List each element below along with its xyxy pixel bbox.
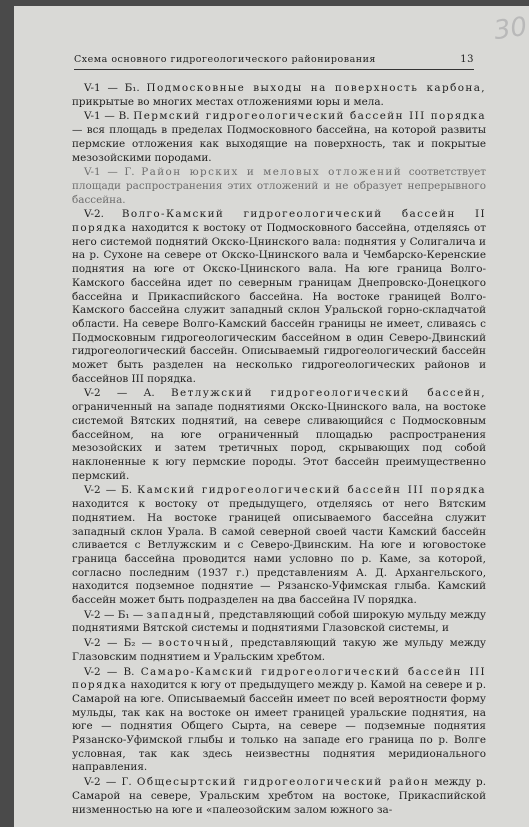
paragraph: [72, 637, 486, 664]
paragraph: [72, 666, 486, 776]
paragraph-text: прикрытые во многих местах отложениями юры и мела.: [72, 95, 384, 108]
paragraph-text: — вся площадь в пределах Подмосковного бассейна, на которой развиты пермские отложения как выходящие на поверхность, так и покрытые мезозойскими породами.: [72, 124, 486, 164]
section-code: V-1 — Г.: [84, 166, 135, 179]
paragraph-text: представляющий такую же мульду между Глазовским поднятием и Уральским хребтом.: [72, 637, 486, 663]
section-code: V-2 — Б₁ —: [84, 608, 144, 621]
paragraph-text: соответствует площади распространения этих отложений и не образует непрерывного бассейна.: [72, 166, 487, 206]
section-code: V-2.: [84, 208, 104, 221]
paragraph-text: между р. Самарой на севере, Уральским хребтом на востоке, Прикаспийской низменностью на юге и «палеозойским залом южного за-: [72, 776, 486, 816]
page-number: 13: [460, 54, 474, 65]
section-heading: Камский гидрогеологический бассейн III порядка: [137, 484, 486, 497]
section-heading: Пермский гидрогеологический бассейн III порядка: [133, 110, 487, 123]
pencil-page-mark: 30: [492, 11, 529, 47]
paragraph: [72, 387, 486, 483]
paragraph-text: находится к востоку от Подмосковного бассейна, отделяясь от него системой поднятий Окско-Цнинского вала: поднятия у Солигалича и на р. Сухоне на севере от Окско-Цнинского вала и Чембарско-Керенские поднятия на юге от Окско-Цнинского вала. На юге граница Волго-Камского бассейна идет по северным границам Днепровско-Донецкого бассейна и Прикаспийского бассейна. На востоке границей Волго-Камского бассейна служит западный склон Уральской горно-складчатой области. На севере Волго-Камский бассейн границы не имеет, сливаясь с Подмосковным гидрогеологическим бассейном в один Северо-Двинский гидрогеологический бассейн. Описываемый гидрогеологический бассейн может быть разделен на несколько гидрогеологических районов и бассейнов III порядка.: [72, 222, 486, 385]
paragraph-text: находится к югу от предыдущего между р. Камой на севере и р. Самарой на юге. Описываемый бассейн имеет по всей вероятности форму мульды, так как на востоке он имеет границей уральские поднятия, на юге — поднятия Общего Сырта, на севере — подземные поднятия Рязанско-Уфимской глыбы и только на западе его граница по р. Волге условная, так как здесь неизвестны поднятия меридионального направления.: [72, 679, 486, 774]
section-heading: Подмосковные выходы на поверхность карбона,: [146, 82, 486, 94]
paragraph: [72, 110, 486, 165]
section-heading: восточный,: [158, 637, 235, 650]
paragraph-text: находится к востоку от предыдущего, отделяясь от него Вятским поднятием. На востоке границей описываемого бассейна служит западный склон Урала. В самой северной своей части Камский бассейн сливается с Ветлужским и с Северо-Двинским. На юге и юговостоке граница бассейна проводится нами условно по р. Каме, за которой, согласно последним (1937 г.) представлениям А. Д. Архангельского, находится подземное поднятие — Рязанско-Уфимская глыба. Камский бассейн может быть подразделен на два бассейна IV порядка.: [72, 498, 486, 607]
paragraph: [72, 776, 486, 817]
section-code: V-1 — В.: [84, 110, 130, 123]
section-heading: Ветлужский гидрогеологический бассейн,: [170, 387, 486, 400]
paragraph: [72, 609, 486, 636]
document-page: [14, 6, 529, 827]
body-text: [72, 82, 486, 818]
running-title: Схема основного гидрогеологического районирования: [74, 54, 376, 65]
paragraph: [72, 166, 486, 207]
section-code: V-1 — Б₁.: [84, 82, 140, 94]
section-code: V-2 — В.: [84, 665, 135, 678]
running-header: [74, 54, 474, 70]
section-code: V-2 — Б.: [84, 484, 133, 497]
paragraph-text: представляющий собой широкую мульду между поднятиями Вятской системы и поднятиями Глазовской системы, и: [72, 608, 486, 635]
section-code: V-2 — Б₂ —: [84, 637, 153, 650]
section-heading: западный,: [146, 608, 216, 621]
section-heading: Самаро-Камский гидрогеологический бассейн III порядка: [72, 665, 487, 692]
paragraph: [72, 208, 486, 386]
section-heading: Волго-Камский гидрогеологический бассейн II порядка: [72, 208, 486, 235]
section-code: V-2 — Г.: [84, 776, 132, 789]
section-heading: Общесыртский гидрогеологический район: [136, 776, 430, 789]
paragraph-text: ограниченный на западе поднятиями Окско-Цнинского вала, на востоке системой Вятских поднятий, на севере сливающийся с Подмосковным бассейном, на юге ограниченный площадью распространения мезозойских и затем третичных пород, скрывающих под собой наклоненные к югу пермские породы. Этот бассейн преимущественно пермский.: [72, 401, 486, 482]
paragraph: [72, 82, 486, 109]
section-code: V-2 — А.: [84, 387, 155, 400]
section-heading: Район юрских и меловых отложений: [141, 166, 403, 179]
paragraph: [72, 484, 486, 607]
